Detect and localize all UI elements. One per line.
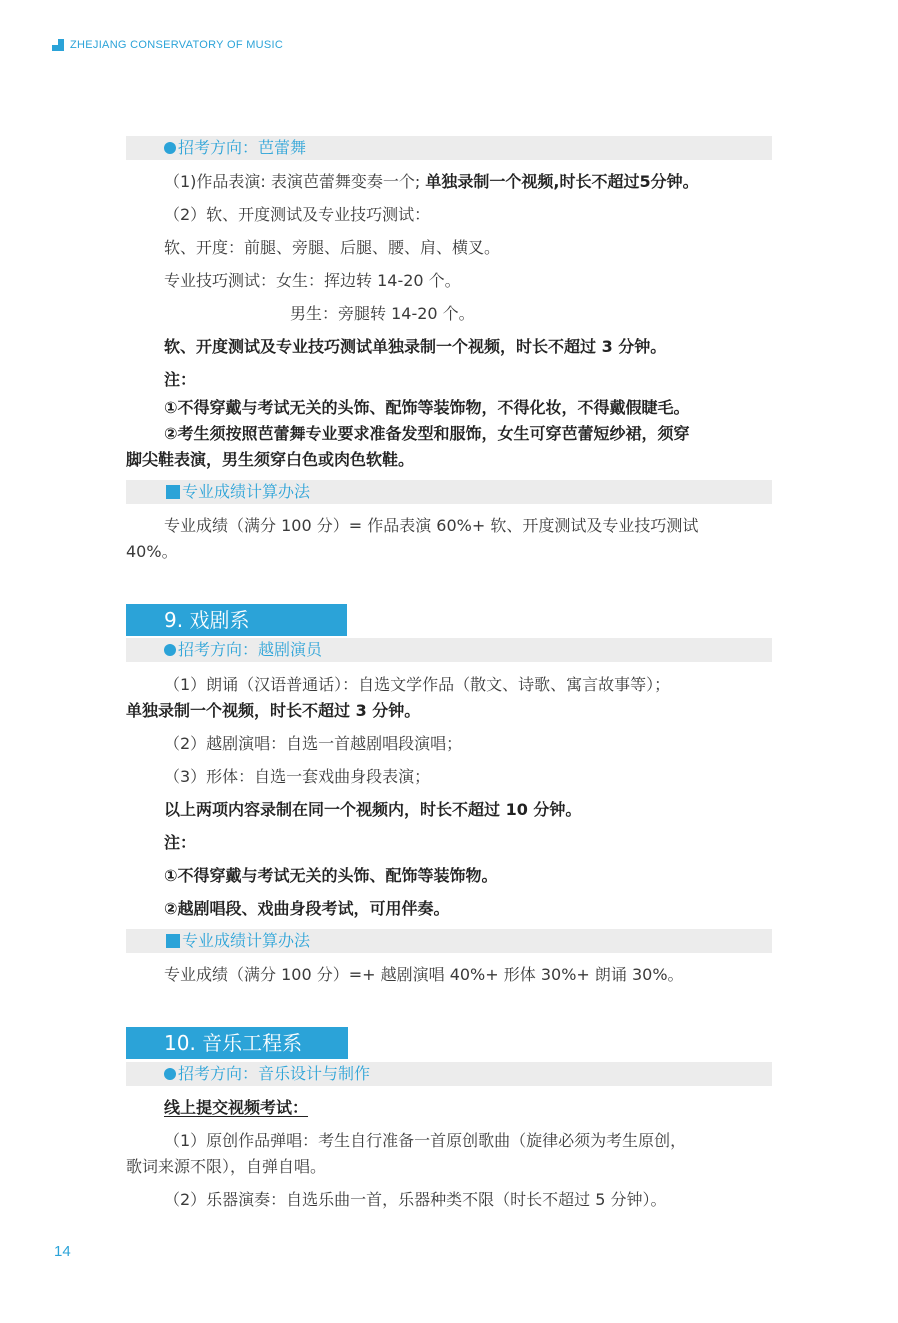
drama-item-2: （2）越剧演唱：自选一首越剧唱段演唱； [164, 734, 463, 753]
bullet-dot-icon [164, 1068, 176, 1080]
square-bullet-icon [166, 485, 180, 499]
ballet-score-formula-cont: 40%。 [126, 542, 178, 561]
bullet-dot-icon [164, 142, 176, 154]
ballet-note-1: ①不得穿戴与考试无关的头饰、配饰等装饰物，不得化妆，不得戴假睫毛。 [164, 398, 690, 417]
bullet-dot-icon [164, 644, 176, 656]
ballet-item-1 [164, 172, 699, 192]
ballet-direction: 招考方向：芭蕾舞 [178, 138, 307, 157]
drama-item-1b: 单独录制一个视频，时长不超过 3 分钟。 [126, 701, 421, 720]
music-eng-direction: 招考方向：音乐设计与制作 [178, 1064, 371, 1083]
ballet-item-2: （2）软、开度测试及专业技巧测试： [164, 205, 431, 224]
music-eng-item-1a: （1）原创作品弹唱：考生自行准备一首原创歌曲（旋律必须为考生原创， [164, 1131, 687, 1150]
drama-score-bar [126, 929, 772, 953]
online-video-heading: 线上提交视频考试： [164, 1098, 309, 1117]
ballet-item-1-text: （1)作品表演: 表演芭蕾舞变奏一个; [164, 172, 426, 191]
drama-note-1: ①不得穿戴与考试无关的头饰、配饰等装饰物。 [164, 866, 498, 885]
square-bullet-icon [166, 934, 180, 948]
ballet-skill-male: 男生：旁腿转 14-20 个。 [290, 304, 475, 323]
page-header [52, 38, 283, 52]
drama-item-3: （3）形体：自选一套戏曲身段表演； [164, 767, 431, 786]
music-eng-item-2: （2）乐器演奏：自选乐曲一首，乐器种类不限（时长不超过 5 分钟）。 [164, 1190, 667, 1209]
ballet-note-label: 注： [164, 370, 197, 389]
music-eng-item-1b: 歌词来源不限），自弹自唱。 [126, 1157, 327, 1176]
drama-score-title: 专业成绩计算办法 [182, 931, 311, 950]
drama-note-label: 注： [164, 833, 197, 852]
ballet-skill-female: 专业技巧测试：女生：挥边转 14-20 个。 [164, 271, 461, 290]
section-drama-title: 9. 戏剧系 [164, 608, 250, 632]
drama-note-2: ②越剧唱段、戏曲身段考试，可用伴奏。 [164, 899, 450, 918]
drama-item-1a: （1）朗诵（汉语普通话）：自选文学作品（散文、诗歌、寓言故事等）； [164, 675, 671, 694]
ballet-score-formula: 专业成绩（满分 100 分）= 作品表演 60%+ 软、开度测试及专业技巧测试 [164, 516, 699, 535]
ballet-note-2b: 脚尖鞋表演，男生须穿白色或肉色软鞋。 [126, 450, 415, 469]
conservatory-logo-icon [52, 39, 64, 51]
section-drama [126, 604, 347, 636]
ballet-item-1-bold: 单独录制一个视频,时长不超过5分钟。 [425, 172, 699, 191]
music-eng-direction-bar [126, 1062, 772, 1086]
ballet-direction-bar [126, 136, 772, 160]
drama-score-formula: 专业成绩（满分 100 分）=+ 越剧演唱 40%+ 形体 30%+ 朗诵 30%。 [164, 965, 684, 984]
ballet-recording-rule: 软、开度测试及专业技巧测试单独录制一个视频，时长不超过 3 分钟。 [164, 337, 667, 356]
page-number: 14 [54, 1243, 71, 1260]
drama-direction: 招考方向：越剧演员 [178, 640, 323, 659]
drama-recording-rule: 以上两项内容录制在同一个视频内，时长不超过 10 分钟。 [164, 800, 582, 819]
ballet-score-title: 专业成绩计算办法 [182, 482, 311, 501]
drama-direction-bar [126, 638, 772, 662]
section-music-engineering [126, 1027, 348, 1059]
header-title: ZHEJIANG CONSERVATORY OF MUSIC [70, 39, 284, 51]
ballet-flex-list: 软、开度：前腿、旁腿、后腿、腰、肩、横叉。 [164, 238, 501, 257]
section-music-engineering-title: 10. 音乐工程系 [164, 1031, 303, 1055]
ballet-note-2a: ②考生须按照芭蕾舞专业要求准备发型和服饰，女生可穿芭蕾短纱裙，须穿 [164, 424, 690, 443]
ballet-score-bar [126, 480, 772, 504]
